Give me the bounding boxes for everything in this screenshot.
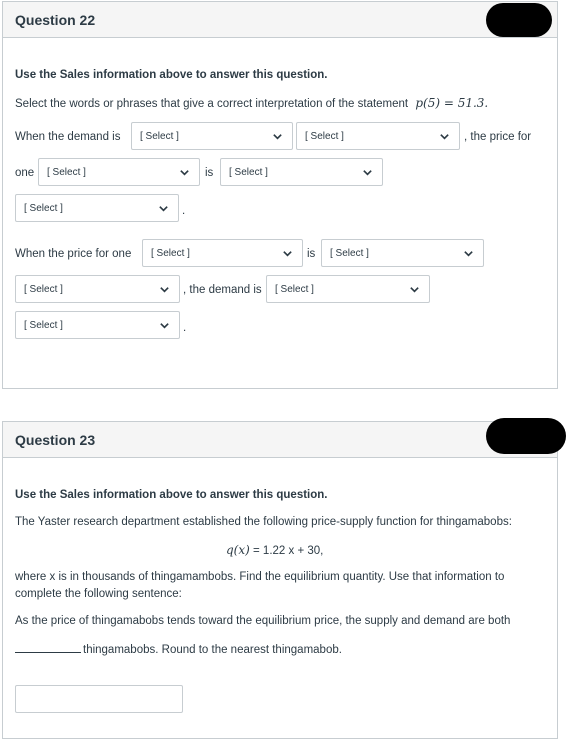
chevron-down-icon — [272, 131, 283, 142]
q22-instruction: Use the Sales information above to answer this question. — [15, 69, 328, 81]
chevron-down-icon — [409, 284, 420, 295]
question-22-header — [3, 2, 557, 38]
s2-select-4-value: [ Select ] — [275, 283, 314, 295]
q23-prompt: The Yaster research department established the following price-supply function for thingamabobs: — [15, 516, 512, 528]
q23-sentence-line-1: As the price of thingamabobs tends toward the equilibrium price, the supply and demand are both — [15, 615, 511, 627]
s2-select-4[interactable] — [266, 275, 430, 303]
s2-select-3-value: [ Select ] — [24, 283, 63, 295]
s2-select-5[interactable] — [15, 311, 180, 339]
q23-where-line-2: complete the following sentence: — [15, 588, 182, 600]
q23-where-line-1: where x is in thousands of thingamambobs. Find the equilibrium quantity. Use that information to — [15, 571, 505, 583]
redaction-mark — [486, 418, 566, 454]
s1-select-1[interactable] — [131, 122, 293, 150]
q23-function-rhs: = 1.22 x + 30, — [253, 545, 324, 557]
s1-select-1-value: [ Select ] — [140, 130, 179, 142]
q22-prompt — [15, 96, 488, 110]
s2-is-text: is — [307, 248, 316, 260]
chevron-down-icon — [179, 167, 190, 178]
chevron-down-icon — [158, 203, 169, 214]
s1-select-3[interactable] — [38, 158, 200, 186]
q22-prompt-text: Select the words or phrases that give a correct interpretation of the statement — [15, 98, 409, 110]
s2-select-1[interactable] — [142, 239, 303, 267]
chevron-down-icon — [282, 248, 293, 259]
s1-select-3-value: [ Select ] — [47, 166, 86, 178]
s1-select-5-value: [ Select ] — [24, 202, 63, 214]
s2-mid-text: , the demand is — [183, 284, 262, 296]
q23-function — [226, 543, 323, 557]
s1-select-5[interactable] — [15, 194, 179, 222]
s1-select-4[interactable] — [220, 158, 383, 186]
chevron-down-icon — [362, 167, 373, 178]
s1-select-2[interactable] — [296, 122, 460, 150]
redaction-mark — [486, 3, 552, 37]
question-23-header — [3, 422, 557, 458]
s1-select-4-value: [ Select ] — [229, 166, 268, 178]
q23-function-lhs: q(x) — [226, 543, 250, 557]
s1-period: . — [182, 205, 186, 217]
question-22-title: Question 22 — [15, 11, 96, 28]
s2-period: . — [183, 322, 187, 334]
s2-select-2-value: [ Select ] — [330, 247, 369, 259]
s1-lead-text: When the demand is — [15, 131, 121, 143]
s2-select-1-value: [ Select ] — [151, 247, 190, 259]
s1-is-text: is — [205, 167, 214, 179]
q23-answer-input[interactable] — [15, 685, 183, 713]
blank-line — [15, 642, 81, 653]
q23-sentence-line-2-text: thingamabobs. Round to the nearest thingamabob. — [83, 644, 342, 656]
s1-one-text: one — [15, 167, 35, 179]
s2-select-5-value: [ Select ] — [24, 319, 63, 331]
chevron-down-icon — [463, 248, 474, 259]
chevron-down-icon — [159, 284, 170, 295]
question-23-title: Question 23 — [15, 431, 96, 448]
q23-sentence-line-2 — [15, 642, 342, 656]
chevron-down-icon — [439, 131, 450, 142]
s2-lead-text: When the price for one — [15, 248, 132, 260]
s1-select-2-value: [ Select ] — [305, 130, 344, 142]
s2-select-2[interactable] — [321, 239, 484, 267]
s1-trail-text: , the price for — [464, 131, 532, 143]
q23-instruction: Use the Sales information above to answer this question. — [15, 489, 328, 501]
q22-statement: p(5) = 51.3. — [415, 96, 489, 110]
s2-select-3[interactable] — [15, 275, 180, 303]
chevron-down-icon — [159, 320, 170, 331]
